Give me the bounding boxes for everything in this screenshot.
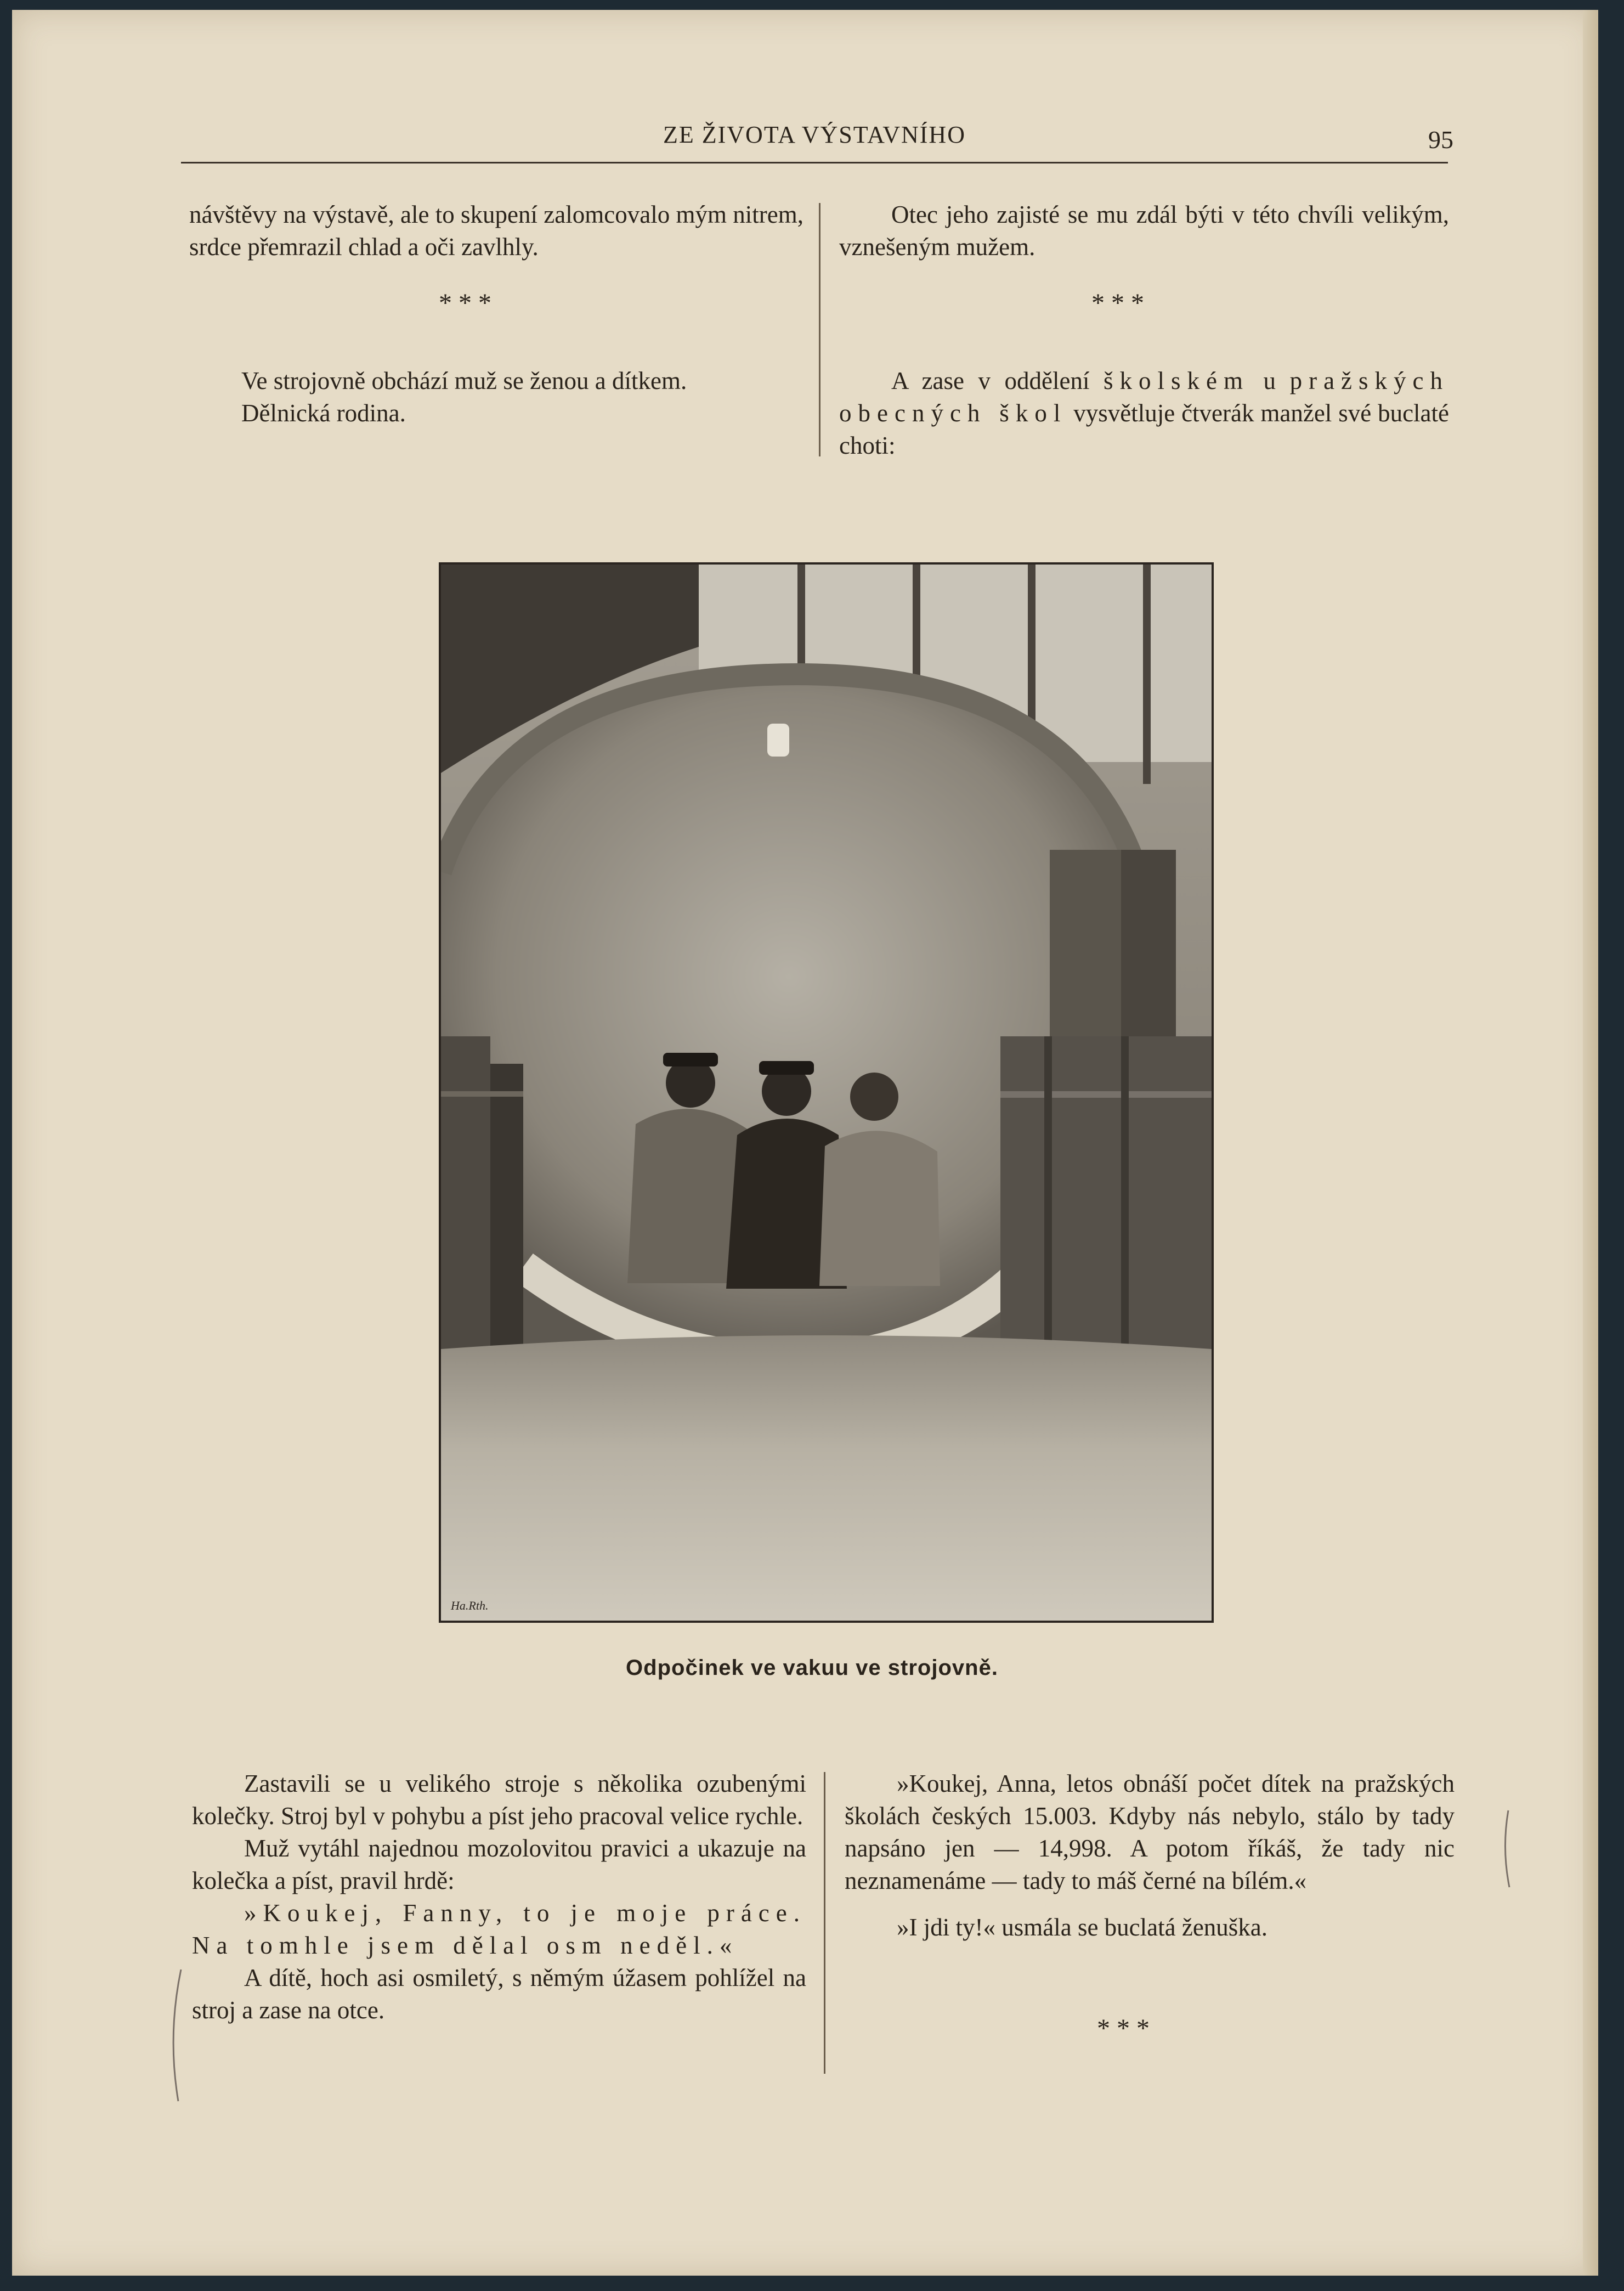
paragraph: »Koukej, Fanny, to je moje práce. Na tomhle jsem dělal osm neděl.« — [192, 1899, 806, 1959]
figure-caption: Odpočinek ve vakuu ve strojovně. — [626, 1656, 998, 1680]
paragraph: Dělnická rodina. — [241, 399, 406, 427]
section-break-stars: * * * — [439, 289, 491, 318]
text-run: A zase v oddělení — [891, 367, 1104, 394]
photograph — [439, 562, 1214, 1623]
pencil-margin-mark — [1497, 1805, 1519, 1893]
page-header — [181, 110, 1453, 163]
paragraph: návštěvy na výstavě, ale to skupení zalomcovalo mým nitrem, srdce přemrazil chlad a oči zavlhly. — [189, 201, 803, 261]
top-left-column — [189, 199, 803, 263]
top-right-column — [839, 199, 1449, 263]
running-title: ZE ŽIVOTA VÝSTAVNÍHO — [663, 121, 966, 148]
engraver-signature: Ha.Rth. — [451, 1599, 489, 1612]
top-left-column-2 — [189, 365, 803, 430]
bottom-right-column — [845, 1768, 1455, 1944]
paragraph: »I jdi ty!« usmála se buclatá ženuška. — [897, 1914, 1268, 1941]
spaced-text: školském — [1104, 367, 1250, 394]
text-run: u — [1249, 367, 1290, 394]
spaced-text: pražských obecných škol — [839, 367, 1450, 427]
paragraph: Ve strojovně obchází muž se ženou a dítkem. — [241, 367, 687, 394]
paragraph: A dítě, hoch asi osmiletý, s němým úžasem pohlížel na stroj a zase na otce. — [192, 1964, 806, 2024]
bottom-left-column — [192, 1768, 806, 2027]
text-run: vysvětluje čtverák manžel své buclaté choti: — [839, 399, 1449, 459]
photo-illustration — [441, 565, 1212, 1621]
top-right-column-2 — [839, 365, 1449, 462]
page-edge — [1583, 10, 1598, 2276]
paragraph: Muž vytáhl najednou mozolovitou pravici a ukazuje na kolečka a píst, pravil hrdě: — [192, 1835, 806, 1894]
paragraph: »Koukej, Anna, letos obnáší počet dítek na pražských školách českých 15.003. Kdyby nás nebylo, stálo by tady napsáno jen — 14,998. A potom říkáš, že tady nic neznamenáme — tady to máš černé na bílém.« — [845, 1770, 1455, 1894]
column-divider — [824, 1772, 825, 2074]
section-break-stars: * * * — [1091, 289, 1144, 318]
paragraph — [839, 365, 1449, 462]
men-figures — [627, 1053, 940, 1289]
section-break-stars: * * * — [1097, 2014, 1150, 2043]
paragraph: Zastavili se u velikého stroje s několika ozubenými kolečky. Stroj byl v pohybu a píst jeho pracoval velice rychle. — [192, 1770, 806, 1830]
paragraph: Otec jeho zajisté se mu zdál býti v této chvíli velikým, vznešeným mužem. — [839, 201, 1449, 261]
page-number: 95 — [1428, 126, 1453, 154]
column-divider — [819, 203, 821, 456]
pencil-margin-mark — [165, 1964, 186, 2107]
